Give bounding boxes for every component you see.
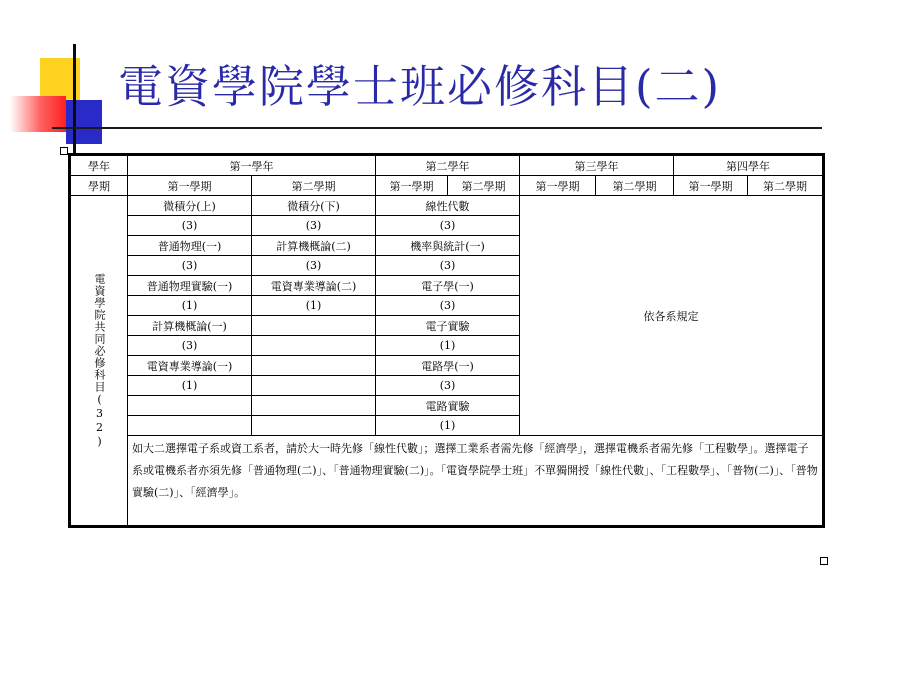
credit-cell [252, 416, 376, 436]
semester-header: 第二學期 [748, 176, 824, 196]
semester-header: 第二學期 [252, 176, 376, 196]
course-row [70, 196, 824, 216]
group-label: 電資學院共同必修科目(32) [70, 196, 128, 527]
credit-cell: (1) [376, 336, 520, 356]
semester-row-label: 學期 [70, 176, 128, 196]
credit-cell: (1) [128, 376, 252, 396]
semester-header-row [70, 176, 824, 196]
credit-cell: (1) [376, 416, 520, 436]
course-cell: 微積分(下) [252, 196, 376, 216]
upper-years-note: 依各系規定 [520, 196, 824, 436]
course-cell [252, 316, 376, 336]
year-2-header: 第二學年 [376, 155, 520, 176]
curriculum-table [68, 153, 825, 528]
course-cell: 普通物理實驗(一) [128, 276, 252, 296]
year-header-row [70, 155, 824, 176]
course-cell [252, 356, 376, 376]
credit-cell: (3) [252, 256, 376, 276]
credit-cell: (3) [376, 216, 520, 236]
course-cell: 計算機概論(二) [252, 236, 376, 256]
credit-cell: (3) [252, 216, 376, 236]
course-cell: 電子學(一) [376, 276, 520, 296]
credit-cell [252, 376, 376, 396]
credit-cell: (3) [128, 336, 252, 356]
semester-header: 第二學期 [596, 176, 674, 196]
course-cell [252, 396, 376, 416]
credit-cell [252, 336, 376, 356]
resize-handle-icon[interactable] [820, 557, 828, 565]
course-cell [128, 396, 252, 416]
course-cell: 電資專業導論(一) [128, 356, 252, 376]
year-row-label: 學年 [70, 155, 128, 176]
credit-cell: (3) [376, 376, 520, 396]
credit-cell [128, 416, 252, 436]
semester-header: 第一學期 [674, 176, 748, 196]
table-handle-icon[interactable] [60, 147, 68, 155]
course-cell: 電路學(一) [376, 356, 520, 376]
slide-title: 電資學院學士班必修科目(二) [118, 60, 722, 113]
decor-horizontal-line [52, 127, 822, 129]
credit-cell: (1) [252, 296, 376, 316]
footnote-row [70, 436, 824, 527]
course-cell: 電路實驗 [376, 396, 520, 416]
credit-cell: (3) [128, 216, 252, 236]
course-cell: 計算機概論(一) [128, 316, 252, 336]
semester-header: 第一學期 [376, 176, 448, 196]
course-cell: 機率與統計(一) [376, 236, 520, 256]
course-cell: 普通物理(一) [128, 236, 252, 256]
year-1-header: 第一學年 [128, 155, 376, 176]
credit-cell: (1) [128, 296, 252, 316]
semester-header: 第二學期 [448, 176, 520, 196]
decor-blue-block [66, 100, 102, 144]
decor-vertical-line [73, 44, 76, 156]
year-3-header: 第三學年 [520, 155, 674, 176]
curriculum-table-wrap [68, 153, 822, 556]
course-cell: 電資專業導論(二) [252, 276, 376, 296]
semester-header: 第一學期 [520, 176, 596, 196]
course-cell: 線性代數 [376, 196, 520, 216]
year-4-header: 第四學年 [674, 155, 824, 176]
course-cell: 微積分(上) [128, 196, 252, 216]
course-cell: 電子實驗 [376, 316, 520, 336]
credit-cell: (3) [128, 256, 252, 276]
credit-cell: (3) [376, 296, 520, 316]
credit-cell: (3) [376, 256, 520, 276]
footnote-text: 如大二選擇電子系或資工系者，請於大一時先修「線性代數」；選擇工業系者需先修「經濟學」，選擇電機系者需先修「工程數學」。選擇電子系或電機系者亦須先修「普通物理(二)」、「普通物理實驗(二)」。「電資學院學士班」不單獨開授「線性代數」、「工程數學」、「普物(二)」、「普物實驗(二)」、「經濟學」。 [128, 436, 824, 527]
semester-header: 第一學期 [128, 176, 252, 196]
